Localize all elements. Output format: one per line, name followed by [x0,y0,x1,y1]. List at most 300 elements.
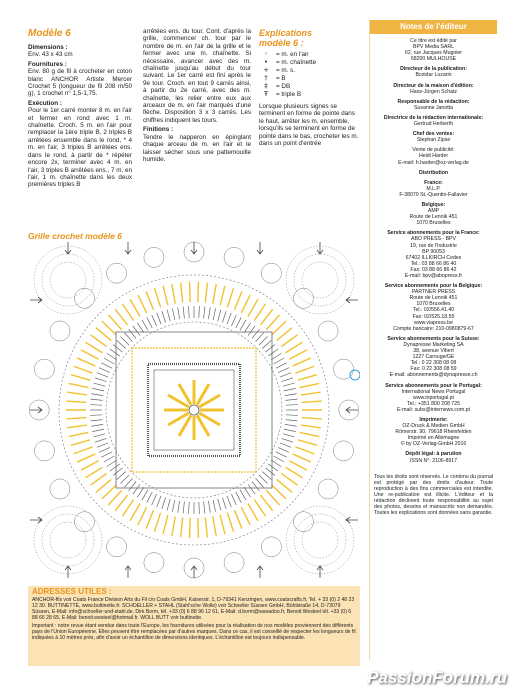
stitch-mark [268,464,278,471]
stitch-mark [285,399,297,400]
stitch-mark [260,309,272,325]
sidebar-line: 1227 Carouge/GE [412,354,455,361]
explanations-title: Explications [259,28,313,38]
finish-label: Finitions : [143,126,174,134]
crochet-diagram [28,240,360,580]
stitch-mark [77,454,95,462]
legend-text: = B [276,75,286,83]
corner-ring [34,506,102,574]
stitch-mark [272,485,286,499]
sidebar-line: Tel.: 03 88 66 86 40 [410,260,457,267]
stitch-mark [240,320,246,330]
stitch-mark [252,329,260,338]
sidebar-block [374,115,493,127]
stitch-mark [236,317,241,328]
sidebar-block-heading: Service abonnements pour la Suisse: [387,335,480,342]
stitch-mark [266,315,279,330]
stitch-mark [81,461,99,470]
stitch-mark [301,392,321,395]
sidebar-line: Hans-Jürgen Schatz [410,88,457,95]
stitch-mark [90,415,102,416]
stitch-mark [289,461,307,470]
stitch-mark [259,475,267,483]
stitch-mark [163,286,168,305]
stitch-mark [122,304,133,321]
outer-arc [334,441,354,461]
sidebar-block [374,38,493,62]
square-outline [148,364,240,456]
stitch-mark [301,425,321,428]
stitch-mark [108,490,121,505]
stitch-mark [74,447,93,454]
sidebar-block [374,83,493,95]
sidebar-line: ABO PRESS - BPV [411,236,456,243]
stitch-mark [289,350,307,359]
stitch-mark [236,492,241,503]
stitch-mark [241,295,250,313]
corner-ring [50,262,86,298]
stitch-mark [129,329,137,338]
arrow-icon [30,407,42,413]
sidebar-line: Ce titre est édité par [410,38,457,44]
legend-row [259,91,359,99]
sidebar-line: www.viapress.be [414,319,453,326]
stitch-mark [71,440,90,446]
explanations-note: Lorsque plusieurs signes se terminent en forme de pointe dans le haut, arrêter les m. ensemble, lorsqu'ils se terminent en forme de pointe dans le bas, crocheter les m. dans un point d'entrée [259,103,359,148]
stitch-mark [271,353,281,360]
stitch-mark [181,517,183,537]
stitch-mark [117,472,126,480]
stitch-mark [227,496,231,507]
corner-ring [34,246,102,314]
sidebar-block-heading: Belgique: [421,201,446,208]
stitch-mark [124,478,132,487]
legend-row [259,83,359,91]
stitch-mark [130,504,140,521]
stitch-mark [248,299,258,316]
stitch-mark [91,399,103,400]
addresses-text: ANCHOR-fils voir Coats France Division Arts du Fil c/o Coats GmbH, Kaiserstr. 1, D-79341 Kenzingen, www.coatscrafts.fr, Tel. + 33 (0) 2 48 23 12 30. BUTTINETTE, www.buttinette.fr. SCHOELLER + STAHL (Stahl'sche Wolle) voir Schoeller Süssen GmbH, Bühlstraße 14, D-73079 Süssen, E-Mail: info@schoeller-und-stahl.de, Dirk Borm, tél. +33 (0) 6 88 96 12 61, E-Mail: d.borm@wanadoo.fr, Benoit Westeel tél. +33 (0) 6 88 66 28 65, E-Mail: benoit.westeel@hotmail.fr. WOLL BUTT voir buttinette. [32,597,355,621]
stitch-mark [281,438,292,442]
outer-arc [224,553,244,573]
stitch-mark [277,479,292,492]
stitch-mark [163,515,168,534]
stitch-mark [67,392,87,395]
stitch-mark [218,310,221,322]
stitch-mark [146,291,153,310]
stitch-mark [190,518,191,538]
stitch-mark [298,440,317,446]
stitch-mark [115,309,127,325]
stitch-mark [129,481,137,490]
stitch-mark [286,342,303,353]
stitch-symbol-icon: • [263,58,269,67]
stitch-mark [190,282,191,302]
sidebar-block [374,180,493,198]
sidebar-block-heading: Service abonnements pour la Belgique: [384,283,483,290]
addresses-box [28,586,360,666]
sidebar-line: BPV Media SARL [413,44,454,51]
sidebar-line: E-mail: subs@internews.com.pt [396,406,470,413]
stitch-mark [172,500,174,512]
corner-ring [302,262,338,298]
stitch-mark [142,320,148,330]
stitch-symbol-icon: Ŧ [263,90,269,99]
stitch-mark [227,313,231,324]
stitch-mark [147,492,152,503]
stitch-mark [96,479,111,492]
stitch-mark [172,516,175,536]
stitch-mark [178,307,180,319]
sidebar-block-heading: Directeur de la maison d'édition: [393,82,474,89]
stitch-mark [189,502,190,514]
stitch-mark [266,490,279,505]
arrow-icon [317,242,323,254]
legend-text: = triple B [276,91,302,99]
stitch-mark [142,490,148,500]
stitch-mark [281,335,297,347]
stitch-symbol-icon: † [264,74,268,83]
stitch-mark [92,429,104,431]
outer-arc [34,441,54,461]
sidebar-line: Route de Lennik 451 [409,295,458,302]
stitch-mark [278,368,289,373]
stitch-mark [204,501,205,513]
stitch-mark [120,336,128,344]
stitch-mark [157,313,161,324]
sidebar-line: E-mail: h.harder@oz-verlag.de [398,159,469,166]
stitch-mark [96,328,111,341]
arrow-icon [30,517,42,523]
sidebar-line: F-38070 St.-Quentin-Fallavier [399,191,468,198]
sidebar-block [374,283,493,332]
instructions-column-1 [28,28,132,189]
stitch-mark [137,323,144,333]
sidebar-line: International News Portugal [401,388,466,395]
watermark: PassionForum.ru [367,668,507,687]
sidebar-line: E-mail: abonnements@dynapresse.ch [389,372,478,379]
arrow-icon [317,566,323,578]
stitch-mark [272,321,286,335]
stitch-mark [276,452,287,457]
sidebar-line: PARTNER PRESS [411,289,456,296]
stitch-mark [71,375,90,381]
arrow-icon [346,407,358,413]
sidebar-line: BP 90053 [422,248,445,255]
sidebar-line: 38, avenue Vibert [413,348,454,355]
stitch-mark [248,326,255,336]
stitch-mark [244,487,251,497]
stitch-mark [130,299,140,316]
stitch-mark [220,515,225,534]
stitch-mark [124,333,132,342]
stitch-mark [285,424,297,426]
stitch-mark [268,349,278,356]
stitch-mark [265,468,274,476]
outer-arc [293,512,313,532]
legend-text: = m. chaînette [276,59,317,67]
execution-text-2: arrêtées ens. du tour. Cont. d'après la grille, commencer ch. tour par le nombre de m. en l'air de la grille et le fermer avec une m. chaînette. Si nécessaire, avancer avec des m. chaînette jusqu'au début du tour suivant. Le 1er carré est fini après le 9e tour. Croch. en tout 9 carrés ainsi, à partir du 2e carré, avec des m. chaînette, les relier entre eux aux arceaux de m. en l'air marqués d'une flèche. Disposition 3 x 3 carrés. Les chiffres indiquent les tours. [143,28,251,124]
important-note: Important : notre revue étant vendue dans toute l'Europe, les fournitures utilisées pour la réalisation de nos modèles proviennent des différents pays de l'Union Européenne. Elles peuvent être remplacées par d'autres marques. Dans ce cas, il est conseillé de respecter les longueurs de fil indiquées à 10 mètres près, afin d'avoir un échantillon de dimensions identiques. L'échantillon est toujours indispensable. [32,623,356,641]
stitch-mark [138,507,147,525]
stitch-mark [280,443,291,447]
sidebar-block [374,383,493,413]
stitch-mark [77,358,95,366]
sidebar-block-heading: Imprimerie: [419,416,448,423]
stitch-mark [147,317,152,328]
stitch-mark [198,518,199,538]
stitch-mark [241,507,250,525]
sidebar-line: Susanne Janotta [414,104,453,111]
sidebar-block [374,170,493,176]
stitch-mark [234,510,241,529]
stitch-mark [167,499,170,511]
stitch-mark [234,291,241,310]
stitch-mark [101,452,112,457]
stitch-mark [85,467,102,478]
sidebar-block [374,230,493,279]
sidebar-block [374,99,493,111]
outer-arc [144,247,164,267]
sidebar-line: Gertrud Herberth [413,121,454,128]
explanations-subtitle: modèle 6 : [259,38,304,48]
stitch-mark [101,363,112,368]
sidebar-line: 67402 ILLKIRCH Cedex [405,254,462,261]
sidebar-block-heading: Directrice de la rédaction internationale: [383,114,484,121]
stitch-mark [205,517,207,537]
sidebar-block [374,66,493,78]
stitch-mark [204,307,205,319]
sidebar-block-heading: Chef des ventes: [412,131,455,138]
stitch-mark [94,434,106,437]
sidebar-line: Compte bancaire: 210-0980879-67 [393,325,474,332]
stitch-mark [91,394,103,396]
stitch-mark [208,307,210,319]
sidebar-line: E-mail: bpv@abopress.fr [404,273,463,279]
stitch-mark [213,500,215,512]
legend-text: = DB [276,83,291,91]
sidebar-line: www.inportugal.pt [413,394,454,401]
addresses-title: ADRESSES UTILES : [32,587,112,596]
stitch-mark [222,497,226,508]
sidebar-line: Römerstr. 90, 79618 Rheinfelden [395,429,472,436]
stitch-mark [252,481,260,490]
stitch-mark [97,373,108,377]
stitch-symbol-icon: ◦ [263,50,269,59]
outer-arc [261,537,281,557]
sidebar-line: Fax: 0 22 308 08 59 [410,366,457,373]
stitch-mark [213,516,216,536]
stitch-mark [218,499,221,511]
outer-arc [107,263,127,283]
stitch-mark [90,335,106,347]
sidebar-block-heading: France: [424,179,443,186]
stitch-mark [205,283,207,303]
stitch-mark [283,383,295,386]
sidebar-block [374,147,493,165]
legend-row [259,51,359,59]
stitch-mark [152,315,157,326]
stitch-mark [259,336,267,344]
sidebar-line: © by OZ-Verlag-GmbH 2016 [400,441,467,448]
stitch-mark [95,438,106,442]
stitch-mark [248,504,258,521]
stitch-mark [110,464,120,471]
stitch-mark [113,345,122,353]
stitch-mark [181,283,183,303]
sidebar-line: M.L.P. [426,185,441,192]
stitch-mark [189,306,190,318]
stitch-mark [281,473,297,485]
sidebar-block-heading: Directeur de la publication: [400,66,467,73]
stitch-mark [286,467,303,478]
sidebar-line: Tel.: 02/556.41.40 [412,307,455,314]
sidebar-block-heading: Service abonnements pour le Portugal: [385,382,482,389]
sidebar-line: Tel.: 0 22 308 08 08 [410,360,457,367]
legend-row [259,67,359,75]
stitch-mark [198,282,199,302]
outer-arc [261,263,281,283]
stitch-mark [183,501,184,513]
square-outline [132,348,256,472]
stitch-mark [293,358,311,366]
outer-arc [318,321,338,341]
outer-arc [144,553,164,573]
sidebar-line: Imprimé en Allemagne [407,435,460,442]
stitch-mark [295,366,314,373]
sidebar-block [374,417,493,447]
editor-notes-sidebar [369,20,497,660]
sidebar-line: 68200 MULHOUSE [410,56,457,63]
stitch-mark [133,326,140,336]
stitch-mark [133,484,140,494]
sidebar-line: Heidi Harder [418,153,449,160]
sidebar-line: Dynapresse Marketing SA [403,341,464,348]
stitch-mark [117,340,126,348]
stitch-mark [85,342,102,353]
stitch-mark [231,315,236,326]
stitch-mark [274,358,284,364]
stitch-mark [178,501,180,513]
outer-arc [318,479,338,499]
stitch-mark [227,288,233,307]
stitch-mark [231,494,236,505]
arrow-icon [191,242,197,254]
legend-row [259,59,359,67]
stitch-mark [74,366,93,373]
arrow-icon [65,242,71,254]
stitch-mark [157,496,161,507]
stitch-mark [277,328,292,341]
arrow-icon [125,242,131,254]
stitch-mark [104,456,114,462]
stitch-mark [90,405,102,406]
stitch-mark [222,311,226,322]
arrow-icon [191,566,197,578]
sidebar-line: 62, rue Jacques Mugnier [404,50,463,57]
stitch-mark [220,286,225,305]
sidebar-block [374,336,493,379]
stitch-mark [66,418,86,419]
stitch-mark [293,454,311,462]
sidebar-block-heading: Responsable de la rédaction: [397,98,470,105]
execution-text-1: Pour le 1er carré monter 8 m. en l'air et fermer en rond avec 1 m. chaînette. Croch. 5 m. en l'air pour remplacer la 1ère triple B, 2 triples B arrêtées ensemble dans le rond, * 4 m. en l'air, 3 triples B arrêtées ens. dans le rond, à partir de * répéter encore 2x, terminer avec 4 m. en l'air, 3 triples B arrêtées ens., 7 m. en l'air, 1 m. chaînette dans les deux premières triples B [28,107,132,189]
stitch-mark [120,475,128,483]
corner-ring [50,522,86,558]
corner-ring [286,246,354,314]
stitch-mark [285,420,297,421]
sidebar-header: Notes de l'éditeur [370,20,497,34]
sidebar-line: Fax: 02/525.18.55 [412,313,455,320]
stitch-mark [227,513,233,532]
sidebar-line: ISSN N°: 2106-8917 [409,457,458,464]
sidebar-block [374,451,493,463]
stitch-mark [107,353,117,360]
stitch-mark [94,383,106,386]
stitch-mark [122,500,133,517]
stitch-mark [172,284,175,304]
stitch-mark [152,494,157,505]
stitch-mark [256,333,264,342]
stitch-mark [271,460,281,467]
stitch-mark [199,502,200,514]
legend-row [259,75,359,83]
arrow-icon [257,566,263,578]
stitch-mark [295,447,314,454]
stitch-mark [69,432,89,436]
arrow-icon [30,297,42,303]
stitch-mark [265,345,274,353]
stitch-mark [92,388,104,390]
stitch-mark [95,378,106,382]
stitch-mark [213,308,215,320]
stitch-mark [240,490,246,500]
stitch-mark [162,497,166,508]
stitch-mark [102,321,116,335]
stitch-mark [67,425,87,428]
stitch-mark [285,394,297,396]
corner-ring [302,522,338,558]
stitch-mark [154,513,160,532]
stitch-mark [286,405,298,406]
finish-text: Tendre le napperon en épinglant chaque arceau de m. en l'air et le laisser sécher sous une pattemouille humide. [143,133,251,163]
stitch-mark [262,340,271,348]
stitch-mark [300,432,320,436]
stitch-mark [107,460,117,467]
sidebar-line: AMP [427,208,440,215]
arrow-icon [346,297,358,303]
outer-arc [34,359,54,379]
instructions-column-2 [143,28,251,163]
dimensions-text: Env. 43 x 43 cm [28,51,73,59]
stitch-mark [154,288,160,307]
stitch-mark [172,308,174,320]
stitch-mark [104,358,114,364]
stitch-mark [167,310,170,322]
stitch-mark [69,383,89,387]
stitch-mark [97,443,108,447]
stitch-mark [260,495,272,511]
sidebar-block-heading: Service abonnements pour la France: [387,230,480,237]
sidebar-line: Stephan Zipse [416,137,451,144]
stitch-mark [99,368,110,373]
sidebar-footer: Tous les droits sont réservés. Le contenu du journal est protégé par des droits d'auteur. Toute reproduction à des fins commerciales est interdite. Une re-publication est illicite. L'éditeur et la rédaction déclinent toute responsabilité au sujet des photos, dessins et manuscrits non demandés. Toutes les explications sont données sans garantie. [374,473,493,517]
arrow-icon [257,242,263,254]
stitch-mark [110,349,120,356]
explanations-column [259,28,359,147]
stitch-mark [300,383,320,387]
stitch-mark [302,418,322,419]
